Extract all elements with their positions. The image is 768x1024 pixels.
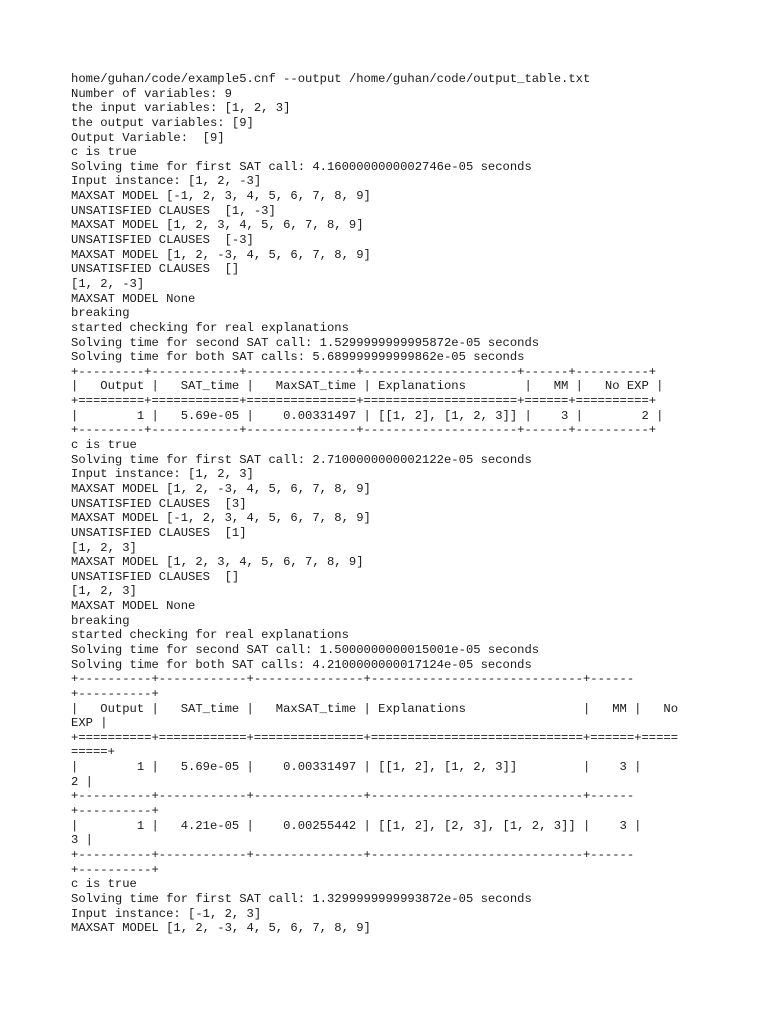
output-line: the output variables: [9] bbox=[71, 115, 254, 130]
output-line: Solving time for both SAT calls: 4.2100000000017124e-05 seconds bbox=[71, 657, 532, 672]
table-header: | Output | SAT_time | MaxSAT_time | Explanations | MM | No bbox=[71, 701, 679, 716]
output-line: breaking bbox=[71, 613, 130, 628]
output-line: c is true bbox=[71, 145, 137, 160]
output-line: UNSATISFIED CLAUSES [1] bbox=[71, 525, 247, 540]
output-line: [1, 2, -3] bbox=[71, 276, 145, 291]
output-line: MAXSAT MODEL [-1, 2, 3, 4, 5, 6, 7, 8, 9] bbox=[71, 511, 371, 526]
output-line: Solving time for second SAT call: 1.5299999999995872e-05 seconds bbox=[71, 335, 540, 350]
output-line: Solving time for both SAT calls: 5.689999999999862e-05 seconds bbox=[71, 350, 525, 365]
table-border: +---------+------------+---------------+---------------------+------+----------+ bbox=[71, 423, 657, 438]
table-border: +==========+============+===============+=============================+======+===== bbox=[71, 730, 679, 745]
table-border: +----------+------------+---------------+-----------------------------+------ bbox=[71, 672, 635, 687]
output-line: MAXSAT MODEL [1, 2, -3, 4, 5, 6, 7, 8, 9] bbox=[71, 247, 371, 262]
table-row: | 1 | 5.69e-05 | 0.00331497 | [[1, 2], [1, 2, 3]] | 3 | 2 | bbox=[71, 408, 664, 423]
output-line: [1, 2, 3] bbox=[71, 540, 137, 555]
output-line: UNSATISFIED CLAUSES [] bbox=[71, 569, 240, 584]
output-line: started checking for real explanations bbox=[71, 320, 349, 335]
terminal-output bbox=[71, 72, 761, 936]
table-border: +----------+ bbox=[71, 804, 159, 819]
output-line: Solving time for first SAT call: 1.3299999999993872e-05 seconds bbox=[71, 891, 532, 906]
output-line: MAXSAT MODEL [1, 2, 3, 4, 5, 6, 7, 8, 9] bbox=[71, 218, 364, 233]
table-border: +----------+------------+---------------+-----------------------------+------ bbox=[71, 847, 635, 862]
table-border: +----------+------------+---------------+-----------------------------+------ bbox=[71, 789, 635, 804]
table-header: | Output | SAT_time | MaxSAT_time | Explanations | MM | No EXP | bbox=[71, 379, 664, 394]
output-line: [1, 2, 3] bbox=[71, 584, 137, 599]
output-line: MAXSAT MODEL [-1, 2, 3, 4, 5, 6, 7, 8, 9] bbox=[71, 189, 371, 204]
output-line: started checking for real explanations bbox=[71, 628, 349, 643]
output-line: UNSATISFIED CLAUSES [-3] bbox=[71, 233, 254, 248]
output-line: MAXSAT MODEL [1, 2, -3, 4, 5, 6, 7, 8, 9] bbox=[71, 921, 371, 936]
output-line: UNSATISFIED CLAUSES [] bbox=[71, 262, 240, 277]
output-line: Number of variables: 9 bbox=[71, 86, 232, 101]
table-border: +----------+ bbox=[71, 686, 159, 701]
output-line: Solving time for second SAT call: 1.5000000000015001e-05 seconds bbox=[71, 642, 540, 657]
output-line: MAXSAT MODEL None bbox=[71, 291, 196, 306]
output-line: MAXSAT MODEL None bbox=[71, 599, 196, 614]
output-line: Output Variable: [9] bbox=[71, 130, 225, 145]
output-line: c is true bbox=[71, 438, 137, 453]
output-line: UNSATISFIED CLAUSES [1, -3] bbox=[71, 203, 276, 218]
output-line: Input instance: [1, 2, 3] bbox=[71, 467, 254, 482]
output-line: Solving time for first SAT call: 4.1600000000002746e-05 seconds bbox=[71, 159, 532, 174]
output-line: Input instance: [1, 2, -3] bbox=[71, 174, 262, 189]
output-line: c is true bbox=[71, 877, 137, 892]
output-line: Solving time for first SAT call: 2.7100000000002122e-05 seconds bbox=[71, 452, 532, 467]
output-line: Input instance: [-1, 2, 3] bbox=[71, 906, 262, 921]
table-row: | 1 | 5.69e-05 | 0.00331497 | [[1, 2], [1, 2, 3]] | 3 | bbox=[71, 760, 642, 775]
command-line: home/guhan/code/example5.cnf --output /home/guhan/code/output_table.txt bbox=[71, 72, 591, 86]
output-line: MAXSAT MODEL [1, 2, -3, 4, 5, 6, 7, 8, 9] bbox=[71, 481, 371, 496]
table-row: 2 | bbox=[71, 774, 93, 789]
table-border: =====+ bbox=[71, 745, 115, 760]
output-line: MAXSAT MODEL [1, 2, 3, 4, 5, 6, 7, 8, 9] bbox=[71, 555, 364, 570]
output-line: breaking bbox=[71, 306, 130, 321]
table-border: +----------+ bbox=[71, 862, 159, 877]
table-header: EXP | bbox=[71, 716, 108, 731]
table-border: +---------+------------+---------------+---------------------+------+----------+ bbox=[71, 364, 657, 379]
output-line: UNSATISFIED CLAUSES [3] bbox=[71, 496, 247, 511]
table-row: | 1 | 4.21e-05 | 0.00255442 | [[1, 2], [2, 3], [1, 2, 3]] | 3 | bbox=[71, 818, 642, 833]
table-border: +=========+============+===============+=====================+======+==========+ bbox=[71, 394, 657, 409]
output-line: the input variables: [1, 2, 3] bbox=[71, 101, 291, 116]
table-row: 3 | bbox=[71, 833, 93, 848]
